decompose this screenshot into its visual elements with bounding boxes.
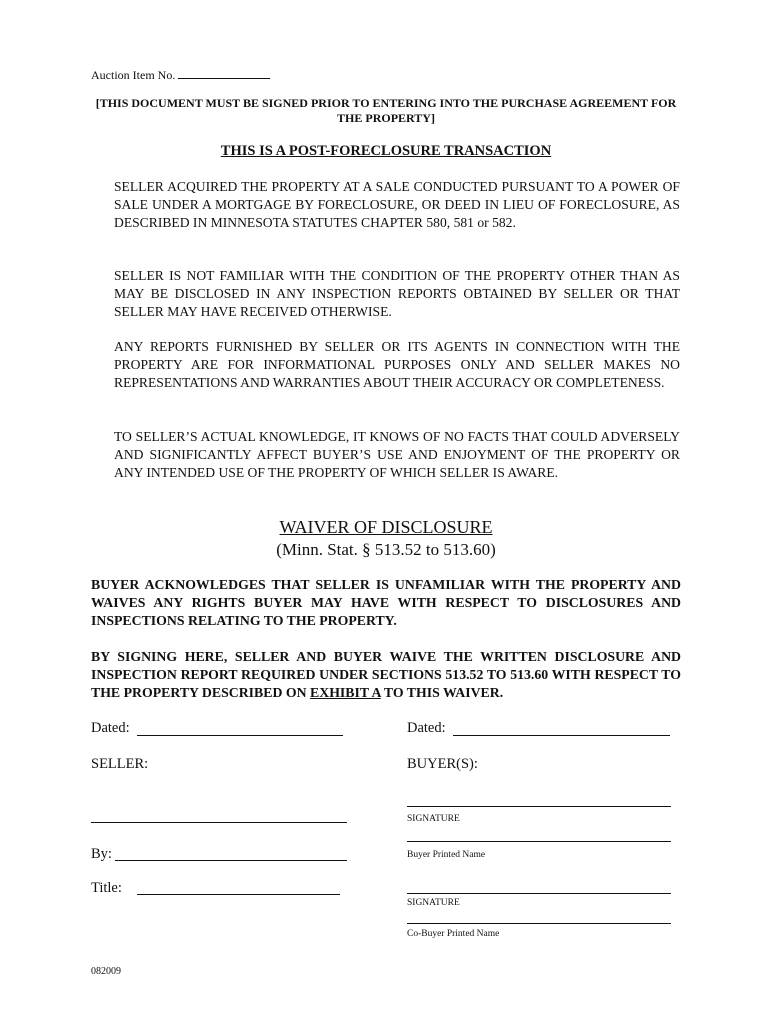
post-foreclosure-heading: THIS IS A POST-FORECLOSURE TRANSACTION [220,143,552,159]
seller-date-field[interactable] [137,735,343,736]
auction-item-field[interactable] [178,66,270,79]
title-label: Title: [91,880,122,896]
paragraph-condition: SELLER IS NOT FAMILIAR WITH THE CONDITION OF THE PROPERTY OTHER THAN AS MAY BE DISCLOSED IN ANY INSPECTION REPORTS OBTAINED BY SELLER OR THAT SELLER MAY HAVE RECEIVED OTHERWISE. [114,268,680,319]
cobuyer-signature-label: SIGNATURE [407,898,460,908]
buyer-signature-field[interactable] [407,806,671,807]
buyer-signature-label: SIGNATURE [407,814,460,824]
paragraph-acquisition: SELLER ACQUIRED THE PROPERTY AT A SALE CONDUCTED PURSUANT TO A POWER OF SALE UNDER A MORTGAGE BY FORECLOSURE, OR DEED IN LIEU OF FORECLOSURE, AS DESCRIBED IN MINNESOTA STATUTES CHAPTER 580, 581 or 582. [114,179,680,230]
paragraph-reports: ANY REPORTS FURNISHED BY SELLER OR ITS AGENTS IN CONNECTION WITH THE PROPERTY ARE FOR INFORMATIONAL PURPOSES ONLY AND SELLER MAKES NO REPRESENTATIONS AND WARRANTIES ABOUT THEIR ACCURACY OR COMPLETENESS. [114,339,680,390]
signing-waiver-statement [91,648,681,702]
buyer-acknowledgement: BUYER ACKNOWLEDGES THAT SELLER IS UNFAMILIAR WITH THE PROPERTY AND WAIVES ANY RIGHTS BUYER MAY HAVE WITH RESPECT TO DISCLOSURES AND INSPECTIONS RELATING TO THE PROPERTY. [91,577,681,628]
buyer-dated-label: Dated: [407,720,446,736]
title-field[interactable] [137,894,340,895]
waiver-title: WAIVER OF DISCLOSURE [279,517,493,537]
seller-signature-field[interactable] [91,822,347,823]
auction-item-line [91,66,270,83]
auction-item-label: Auction Item No. [91,68,176,82]
cobuyer-signature-field[interactable] [407,893,671,894]
seller-label: SELLER: [91,756,149,772]
cobuyer-printed-name-label: Co-Buyer Printed Name [407,929,500,939]
by-field[interactable] [115,860,347,861]
buyer-label: BUYER(S): [407,756,478,772]
seller-dated-label: Dated: [91,720,130,736]
buyer-printed-name-label: Buyer Printed Name [407,850,486,860]
by-label: By: [91,846,112,862]
buyer-date-field[interactable] [453,735,670,736]
signing-text-post: TO THIS WAIVER. [380,685,504,700]
buyer-printed-name-field[interactable] [407,841,671,842]
form-code: 082009 [91,966,121,977]
cobuyer-printed-name-field[interactable] [407,923,671,924]
paragraph-knowledge: TO SELLER’S ACTUAL KNOWLEDGE, IT KNOWS OF NO FACTS THAT COULD ADVERSELY AND SIGNIFICANTLY AFFECT BUYER’S USE AND ENJOYMENT OF THE PROPERTY OR ANY INTENDED USE OF THE PROPERTY OF WHICH SELLER IS AWARE. [114,429,680,480]
waiver-subtitle: (Minn. Stat. § 513.52 to 513.60) [276,540,496,559]
signing-text-pre: BY SIGNING HERE, SELLER AND BUYER WAIVE THE WRITTEN DISCLOSURE AND INSPECTION REPORT REQUIRED UNDER SECTIONS 513.52 TO 513.60 WITH RESPECT TO THE PROPERTY DESCRIBED ON [91,649,681,700]
signing-notice: [THIS DOCUMENT MUST BE SIGNED PRIOR TO ENTERING INTO THE PURCHASE AGREEMENT FOR THE PROPERTY] [95,96,677,125]
exhibit-a-reference: EXHIBIT A [310,685,381,700]
